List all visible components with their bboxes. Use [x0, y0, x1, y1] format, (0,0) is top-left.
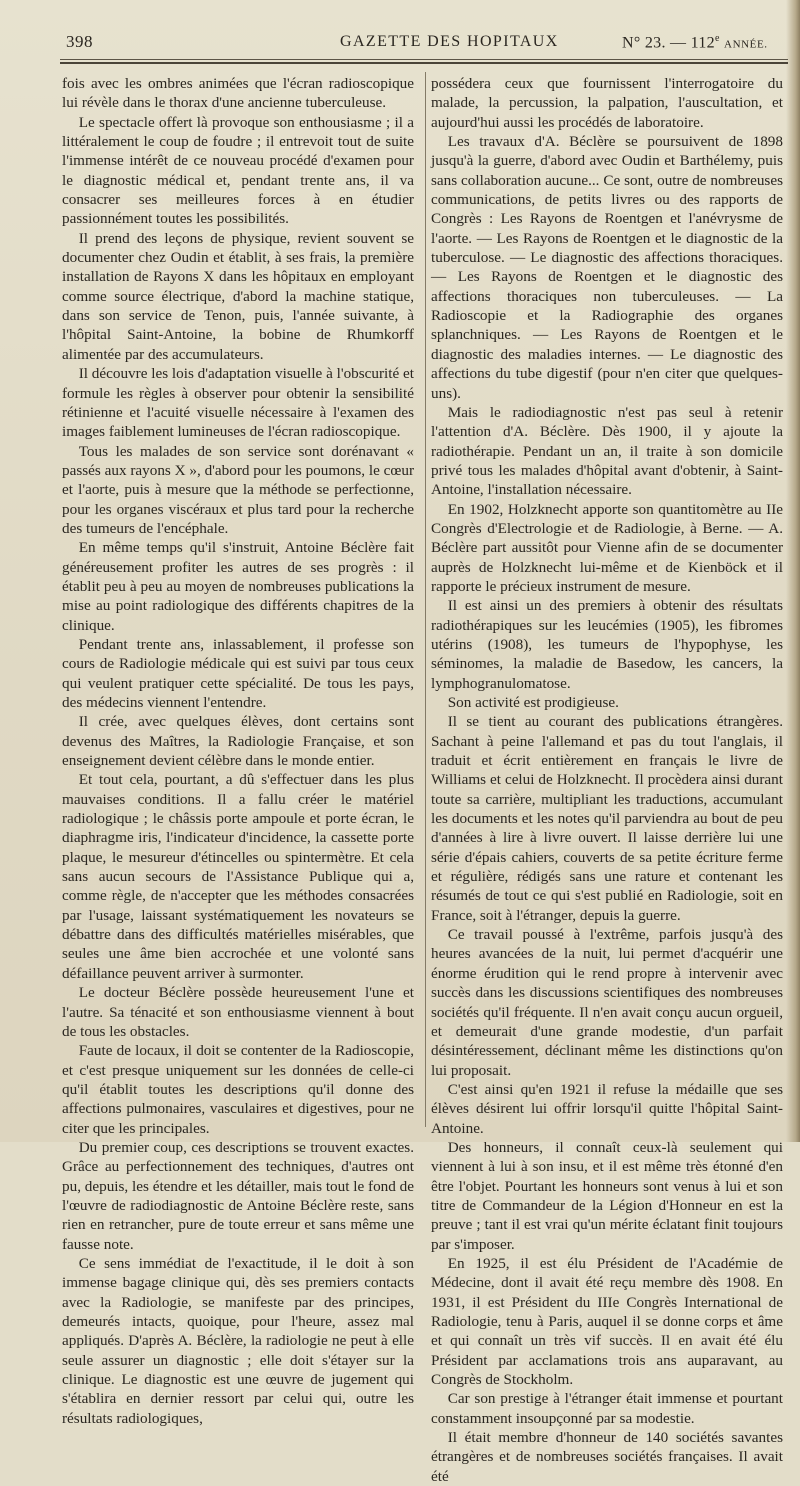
paragraph: Le spectacle offert là provoque son enthousiasme ; il a littéralement le coup de foudre ; il entrevoit tout de suite l'immense intérêt de ce nouveau procédé d'examen pour le diagnostic médical et, pendant trente ans, il va consacrer ses meilleures forces à en étudier passionnément toutes les possibilités. — [62, 113, 414, 228]
issue-main: N° 23. — 112 — [622, 34, 715, 52]
paragraph: Mais le radiodiagnostic n'est pas seul à retenir l'attention d'A. Béclère. Dès 1900, il y ajoute la radiothérapie. Pendant un an, il traite à son domicile privé tous les malades d'hôpital avant d'obtenir, à Saint-Antoine, l'installation nécessaire. — [431, 403, 783, 499]
paragraph: En 1925, il est élu Président de l'Académie de Médecine, dont il avait été reçu membre dès 1908. En 1931, il est Président du IIIe Congrès International de Radiologie, tenu à Paris, auquel il se donne corps et âme et qui connaît un très vif succès. Il en avait été élu Président par acclamations trois ans auparavant, au Congrès de Stockholm. — [431, 1254, 783, 1389]
paragraph: En 1902, Holzknecht apporte son quantitomètre au IIe Congrès d'Electrologie et de Radiologie, à Berne. — A. Béclère part aussitôt pour Vienne afin de se documenter auprès de Holzknecht lui-même et de Kienböck et il rapporte le précieux instrument de mesure. — [431, 500, 783, 595]
paragraph: C'est ainsi qu'en 1921 il refuse la médaille que ses élèves désirent lui offrir lorsqu'il quitte l'hôpital Saint-Antoine. — [431, 1080, 783, 1137]
paragraph: Du premier coup, ces descriptions se trouvent exactes. Grâce au perfectionnement des techniques, d'autres ont pu, depuis, les étendre et les détailler, mais tout le fond de l'œuvre de radiodiagnostic de Antoine Béclère reste, sans rien en retrancher, pure de toute erreur et sans même une fausse note. — [62, 1138, 414, 1253]
paragraph: Ce sens immédiat de l'exactitude, il le doit à son immense bagage clinique qui, dès ses premiers contacts avec la Radiologie, se manifeste par des principes, demeurés intacts, quoique, pour l'heure, assez mal appliqués. D'après A. Béclère, la radiologie ne peut à elle seule assurer un diagnostic ; elle doit s'étayer sur la clinique. Le diagnostic est une œuvre de jugement qui s'établira en dernier ressort par celui qui, outre les résultats radiologiques, — [62, 1254, 414, 1427]
issue-suffix: ANNÉE. — [724, 38, 768, 51]
paragraph: fois avec les ombres animées que l'écran radioscopique lui révèle dans le thorax d'une ancienne tuberculeuse. — [62, 75, 414, 112]
paragraph: Le docteur Béclère possède heureusement l'une et l'autre. Sa ténacité et son enthousiasme viennent à bout de tous les obstacles. — [62, 984, 414, 1040]
paragraph: Il se tient au courant des publications étrangères. Sachant à peine l'allemand et pas du tout l'anglais, il traduit et écrit entièrement en français le livre de Williams et celui de Holzknecht. Il procèdera ainsi durant toute sa carrière, multipliant les traductions, accumulant les documents et les notes qu'il parviendra au bout de peu d'années à lire à livre ouvert. Il laisse derrière lui une série d'épais cahiers, couverts de sa petite écriture ferme et régulière, rédigés sans une rature et contenant les résumés de tout ce qui s'est publié en Radiologie, soit en France, soit à l'étranger, depuis la guerre. — [431, 713, 783, 924]
paragraph: Tous les malades de son service sont dorénavant « passés aux rayons X », d'abord pour les poumons, le cœur et l'aorte, puis à mesure que la méthode se perfectionne, pour les organes viscéraux et plus tard pour la recherche des tumeurs de l'encéphale. — [62, 442, 414, 537]
paragraph: En même temps qu'il s'instruit, Antoine Béclère fait généreusement profiter les autres de ses progrès : il établit peu à peu au moyen de nombreuses publications la mise au point radiologique des différents chapitres de la clinique. — [62, 539, 414, 634]
paragraph: Faute de locaux, il doit se contenter de la Radioscopie, et c'est presque uniquement sur les données de celle-ci qu'il établit toutes les descriptions qu'il donne des affections pulmonaires, vasculaires et digestives, pour ne citer que les principales. — [62, 1042, 414, 1137]
paragraph: Il est ainsi un des premiers à obtenir des résultats radiothérapiques sur les leucémies (1905), les fibromes utérins (1908), les tumeurs de l'hypophyse, les séminomes, la maladie de Basedow, les cancers, la lymphogranulomatose. — [431, 597, 783, 692]
issue-sup: e — [714, 33, 720, 44]
journal-title: GAZETTE DES HOPITAUX — [340, 33, 559, 50]
page-edge-shadow — [786, 0, 800, 1142]
paragraph: Il crée, avec quelques élèves, dont certains sont devenus des Maîtres, la Radiologie Française, et son enseignement devient célèbre dans le monde entier. — [62, 713, 414, 770]
paragraph: Il découvre les lois d'adaptation visuelle à l'obscurité et formule les règles à observer pour obtenir la sensibilité rétinienne et l'acuité visuelle nécessaire à l'examen des images faiblement lumineuses de l'écran radioscopique. — [62, 365, 414, 441]
paragraph: Pendant trente ans, inlassablement, il professe son cours de Radiologie médicale qui est suivi par tous ceux qui veulent pratiquer cette spécialité. De tous les pays, des médecins viennent l'entendre. — [62, 635, 414, 711]
page-number: 398 — [66, 32, 93, 51]
paragraph: Des honneurs, il connaît ceux-là seulement qui viennent à lui à son insu, et il est même très étonné d'en être l'objet. Pourtant les honneurs sont venus à lui et son titre de Commandeur de la Légion d'Honneur en est la preuve ; tant il est vrai qu'un mérite éclatant finit toujours par s'imposer. — [431, 1138, 783, 1253]
header-rule-thin — [60, 59, 788, 60]
paragraph: Son activité est prodigieuse. — [447, 694, 619, 711]
left-column — [62, 74, 414, 1428]
paragraph: Il était membre d'honneur de 140 sociétés savantes étrangères et de nombreuses sociétés françaises. Il avait été — [431, 1429, 783, 1485]
right-column — [431, 74, 783, 1486]
page-header — [60, 32, 790, 58]
paragraph: Il prend des leçons de physique, revient souvent se documenter chez Oudin et établit, à ses frais, la première installation de Rayons X dans les hôpitaux en employant comme source électrique, d'abord la machine statique, dans son service de Tenon, puis, l'année suivante, à l'hôpital Saint-Antoine, la bobine de Rhumkorff alimentée par des accumulateurs. — [62, 229, 414, 363]
paragraph: Et tout cela, pourtant, a dû s'effectuer dans les plus mauvaises conditions. Il a fallu créer le matériel radiologique ; le châssis porte ampoule et porte écran, le diaphragme iris, l'indicateur d'incidence, la cassette porte plaque, le mesureur d'étincelles ou spintermètre. Et cela sans aucun secours de l'Assistance Publique qui a, comme règle, de n'accepter que les méthodes consacrées par l'usage, laissant systématiquement les novateurs se débattre dans des difficultés matérielles misérables, que seules une âme bien accrochée et une volonté sans défaillance peuvent arriver à surmonter. — [62, 771, 414, 982]
header-rule-thick — [60, 62, 788, 64]
paragraph: possédera ceux que fournissent l'interrogatoire du malade, la percussion, la palpation, l'auscultation, et aujourd'hui aussi les procédés de laboratoire. — [431, 75, 783, 131]
paragraph: Car son prestige à l'étranger était immense et pourtant constamment insoupçonné par sa modestie. — [431, 1390, 783, 1427]
paragraph: Les travaux d'A. Béclère se poursuivent de 1898 jusqu'à la guerre, d'abord avec Oudin et Barthélemy, puis sans collaboration aucune... Ce sont, outre de nombreuses communications, de petits livres ou des rapports de Congrès : Les Rayons de Roentgen et l'anévrysme de l'aorte. — Les Rayons de Roentgen et le diagnostic de la tuberculose. — Le diagnostic des affections thoraciques. — Les Rayons de Roentgen et le diagnostic des affections thoraciques non tuberculeuses. — La Radioscopie et la Radiographie des organes splanchniques. — Les Rayons de Roentgen et le diagnostic des maladies internes. — Le diagnostic des affections du tube digestif (pour n'en citer que quelques-uns). — [431, 133, 783, 402]
issue-number — [622, 33, 768, 52]
column-divider — [425, 72, 426, 1127]
paragraph: Ce travail poussé à l'extrême, parfois jusqu'à des heures avancées de la nuit, lui permet d'acquérir une énorme érudition qui le rend propre à intervenir avec succès dans les discussions scientifiques des nombreuses sociétés qu'il fréquente. Il n'en avait conçu aucun orgueil, et demeurait d'une grande modestie, d'un parfait désintéressement, déclinant même les distinctions qu'on lui proposait. — [431, 926, 783, 1079]
